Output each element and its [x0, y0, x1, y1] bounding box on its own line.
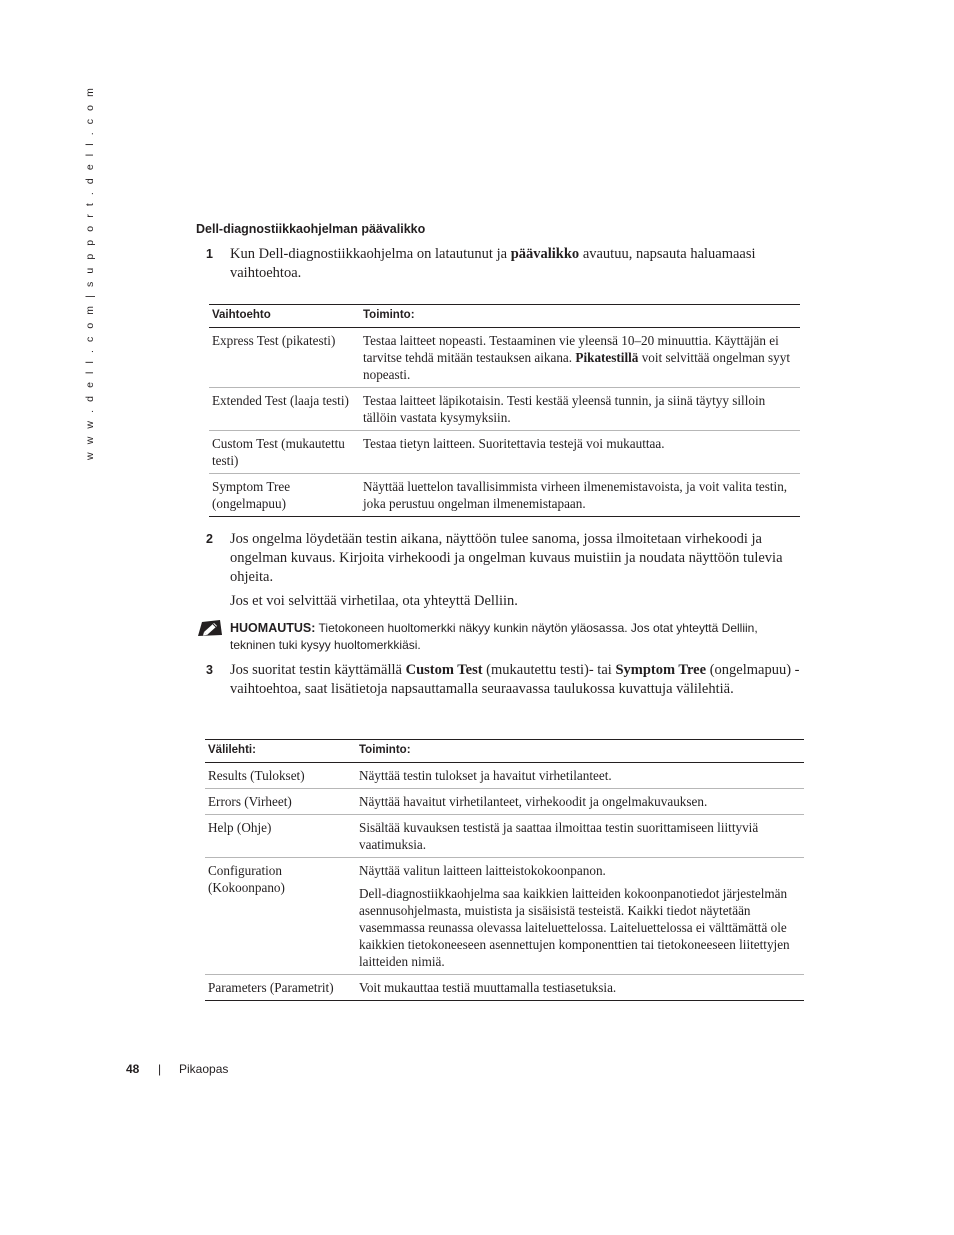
column-header: Vaihtoehto: [209, 305, 360, 328]
step-3: [206, 661, 808, 699]
tab-cell: Errors (Virheet): [205, 789, 356, 815]
description-cell: Testaa laitteet nopeasti. Testaaminen vie yleensä 10–20 minuuttia. Käyttäjän ei tarvitse tehdä mitään testauksen aikana. Pikatestillä voit selvittää ongelman syyt nopeasti.: [360, 328, 800, 388]
step-number: 3: [206, 663, 213, 677]
option-cell: Custom Test (mukautettu testi): [209, 431, 360, 474]
tab-cell: Parameters (Parametrit): [205, 975, 356, 1001]
pencil-note-icon: [198, 620, 222, 637]
step-text: Jos ongelma löydetään testin aikana, näyttöön tulee sanoma, jossa ilmoitetaan virhekoodi ja ongelman kuvaus. Kirjoita virhekoodi ja ongelman kuvaus muistiin ja noudata näyttöön tulevia ohjeita.: [230, 531, 783, 585]
table-row: [209, 474, 800, 517]
step-number: 2: [206, 532, 213, 546]
step-text: Jos suoritat testin käyttämällä Custom Test (mukautettu testi)- tai Symptom Tree (ongelmapuu) -vaihtoehtoa, saat lisätietoja napsauttamalla seuraavassa taulukossa kuvattuja välilehtiä.: [230, 662, 800, 697]
tabs-table: [205, 739, 804, 1001]
table-row: [205, 763, 804, 789]
note-label: HUOMAUTUS:: [230, 621, 316, 635]
table-row: [209, 431, 800, 474]
description-paragraph: Dell-diagnostiikkaohjelma saa kaikkien laitteiden kokoonpanotiedot järjestelmän asennusohjelmasta, muistista ja sisäisistä testeistä. Kaikki tiedot näytetään vasemmassa reunassa olevassa laiteluettelossa. Laiteluettelossa ei välttämättä ole kaikkien tietokoneeseen asennettujen komponenttien tai tietokoneeseen liitettyjen laitteiden nimiä.: [359, 886, 790, 969]
step-text: Kun Dell-diagnostiikkaohjelma on latautunut ja päävalikko avautuu, napsauta haluamaasi vaihtoehtoa.: [230, 246, 756, 281]
table-row: [209, 328, 800, 388]
table-header-row: [205, 740, 804, 763]
sidebar-url: w w w . d e l l . c o m | s u p p o r t . d e l l . c o m: [84, 85, 96, 460]
description-cell: Sisältää kuvauksen testistä ja saattaa ilmoittaa testin suorittamiseen liittyviä vaatimuksia.: [356, 815, 804, 858]
options-table: [209, 304, 800, 517]
tab-cell: Results (Tulokset): [205, 763, 356, 789]
step-2: [206, 530, 808, 587]
section-heading: Dell-diagnostiikkaohjelman päävalikko: [196, 222, 426, 236]
tab-cell: Help (Ohje): [205, 815, 356, 858]
description-cell: [356, 858, 804, 975]
step-number: 1: [206, 247, 213, 261]
description-cell: Testaa laitteet läpikotaisin. Testi kestää yleensä tunnin, ja siinä täytyy silloin tällöin vastata kysymyksiin.: [360, 388, 800, 431]
description-cell: Testaa tietyn laitteen. Suoritettavia testejä voi mukauttaa.: [360, 431, 800, 474]
tab-cell: Configuration (Kokoonpano): [205, 858, 356, 975]
column-header: Toiminto:: [356, 740, 804, 763]
column-header: Välilehti:: [205, 740, 356, 763]
table-header-row: [209, 305, 800, 328]
description-paragraph: Näyttää valitun laitteen laitteistokokoonpanon.: [359, 863, 606, 878]
option-cell: Express Test (pikatesti): [209, 328, 360, 388]
table-row: [205, 789, 804, 815]
description-cell: Voit mukauttaa testiä muuttamalla testiasetuksia.: [356, 975, 804, 1001]
option-cell: Symptom Tree (ongelmapuu): [209, 474, 360, 517]
table-row: [205, 858, 804, 975]
footer-separator: |: [158, 1062, 162, 1076]
option-cell: Extended Test (laaja testi): [209, 388, 360, 431]
column-header: Toiminto:: [360, 305, 800, 328]
description-cell: Näyttää luettelon tavallisimmista virheen ilmenemistavoista, ja voit valita testin, joka perustuu ongelman ilmenemistapaan.: [360, 474, 800, 517]
page-number: 48: [126, 1062, 140, 1076]
table-row: [209, 388, 800, 431]
table-row: [205, 815, 804, 858]
table-row: [205, 975, 804, 1001]
step-1: [206, 245, 808, 283]
footer-title: Pikaopas: [179, 1062, 229, 1076]
description-cell: Näyttää havaitut virhetilanteet, virhekoodit ja ongelmakuvauksen.: [356, 789, 804, 815]
step-2-paragraph: Jos et voi selvittää virhetilaa, ota yhteyttä Delliin.: [230, 593, 518, 609]
description-cell: Näyttää testin tulokset ja havaitut virhetilanteet.: [356, 763, 804, 789]
note-text: HUOMAUTUS: Tietokoneen huoltomerkki näkyy kunkin näytön yläosassa. Jos otat yhteyttä Delliin, tekninen tuki kysyy huoltomerkkiäsi.: [230, 621, 758, 652]
